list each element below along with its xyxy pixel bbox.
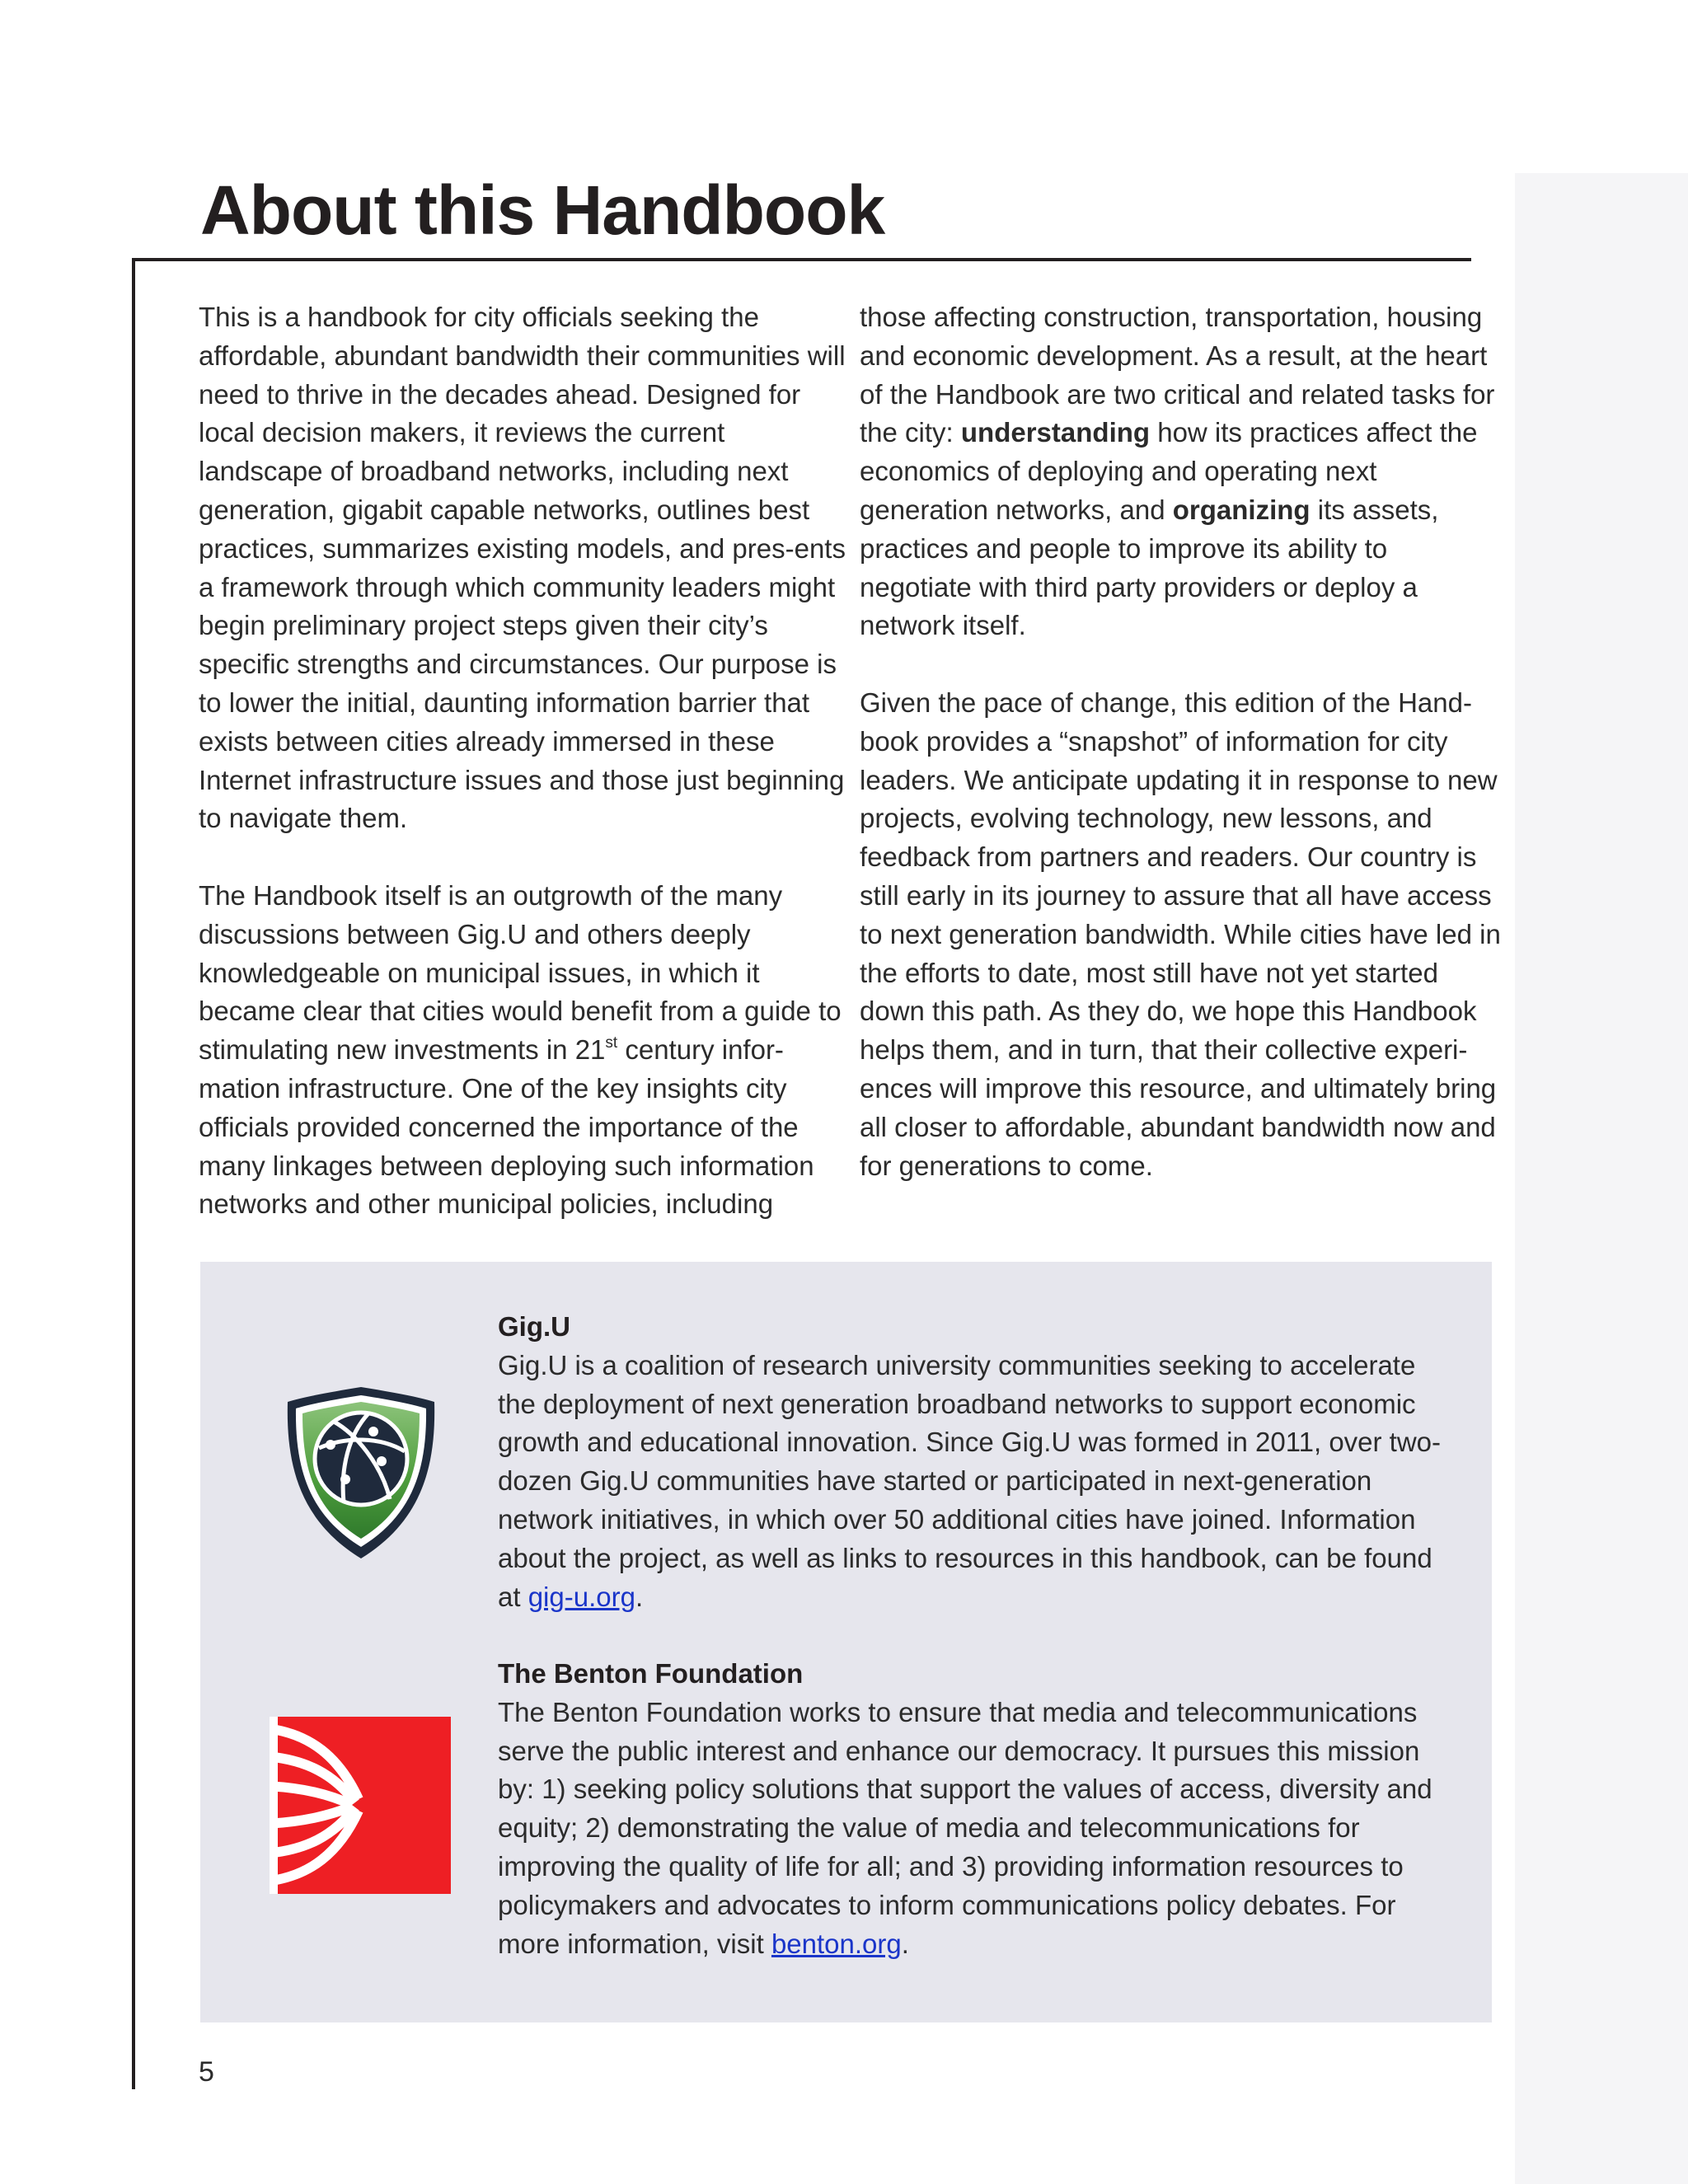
- ordinal-suffix: st: [605, 1034, 618, 1052]
- benton-foundation-logo-icon: [270, 1717, 451, 1894]
- intro-paragraph-4: Given the pace of change, this edition of the Hand-book provides a “snapshot” of information for city leaders. We anticipate updating it in response to new projects, evolving technology, new lessons, and feedback from partners and readers. Our country is still early in its journey to assure that all have access to next generation bandwidth. While cities have led in the efforts to date, most still have not yet started down this path. As they do, we hope this Handbook helps them, and in turn, that their collective experi-ences will improve this resource, and ultimately bring all closer to affordable, abundant bandwidth now and for generations to come.: [860, 687, 1501, 1181]
- intro-right-column: [860, 298, 1507, 1224]
- gig-u-description: Gig.U Gig.U is a coalition of research university communities seeking to accelerate the deployment of next generation broadband networks to support economic growth and educational innovation. Since Gig.U was formed in 2011, over two-dozen Gig.U communities have started or participated in next-generation network initiatives, in which over 50 additional cities have joined. Information about the project, as well as links to resources in this handbook, can be found at gig-u.org.: [498, 1308, 1446, 1616]
- gig-u-shield-logo-icon: [283, 1382, 439, 1563]
- emphasis-organizing: organizing: [1172, 494, 1311, 525]
- benton-foundation-description: The Benton Foundation The Benton Foundation works to ensure that media and telecommunications serve the public interest and enhance our democracy. It pursues this mission by: 1) seeking policy solutions that support the values of access, diversity and equity; 2) demonstrating the value of media and telecommunications for improving the quality of life for all; and 3) providing information resources to policymakers and advocates to inform communications policy debates. For more information, visit benton.org.: [498, 1655, 1446, 1963]
- gig-u-heading: Gig.U: [498, 1311, 570, 1342]
- page-margin-shade: [1515, 173, 1688, 2184]
- partners-panel: [200, 1262, 1492, 2022]
- benton-link[interactable]: benton.org: [771, 1928, 902, 1959]
- intro-left-column: [199, 298, 846, 1263]
- gig-u-link[interactable]: gig-u.org: [528, 1581, 635, 1612]
- page-title: About this Handbook: [200, 171, 885, 249]
- intro-paragraph-2: The Handbook itself is an outgrowth of the many discussions between Gig.U and others deeply knowledgeable on municipal issues, in which it became clear that cities would benefit from a guide to stimulating new investments in 21st century infor-mation infrastructure. One of the key insights city officials provided concerned the importance of the many linkages between deploying such information networks and other municipal policies, including: [199, 879, 842, 1220]
- intro-paragraph-1: This is a handbook for city officials seeking the affordable, abundant bandwidth their communities will need to thrive in the decades ahead. Designed for local decision makers, it reviews the current landscape of broadband networks, including next generation, gigabit capable networks, outlines best practices, summarizes existing models, and pres-ents a framework through which community leaders might begin preliminary project steps given their city’s specific strengths and circumstances. Our purpose is to lower the initial, daunting information barrier that exists between cities already immersed in these Internet infrastructure issues and those just beginning to navigate them.: [199, 302, 846, 834]
- benton-foundation-heading: The Benton Foundation: [498, 1658, 804, 1689]
- title-rule: [132, 258, 1471, 261]
- left-margin-rule: [132, 258, 135, 2089]
- emphasis-understanding: understanding: [960, 417, 1151, 448]
- page-number: 5: [199, 2056, 214, 2088]
- intro-paragraph-3: those affecting construction, transportation, housing and economic development. As a result, at the heart of the Handbook are two critical and related tasks for the city: understanding how its practices affect the economics of deploying and operating next generation networks, and organizing its assets, practices and people to improve its ability to negotiate with third party providers or deploy a network itself.: [860, 302, 1495, 641]
